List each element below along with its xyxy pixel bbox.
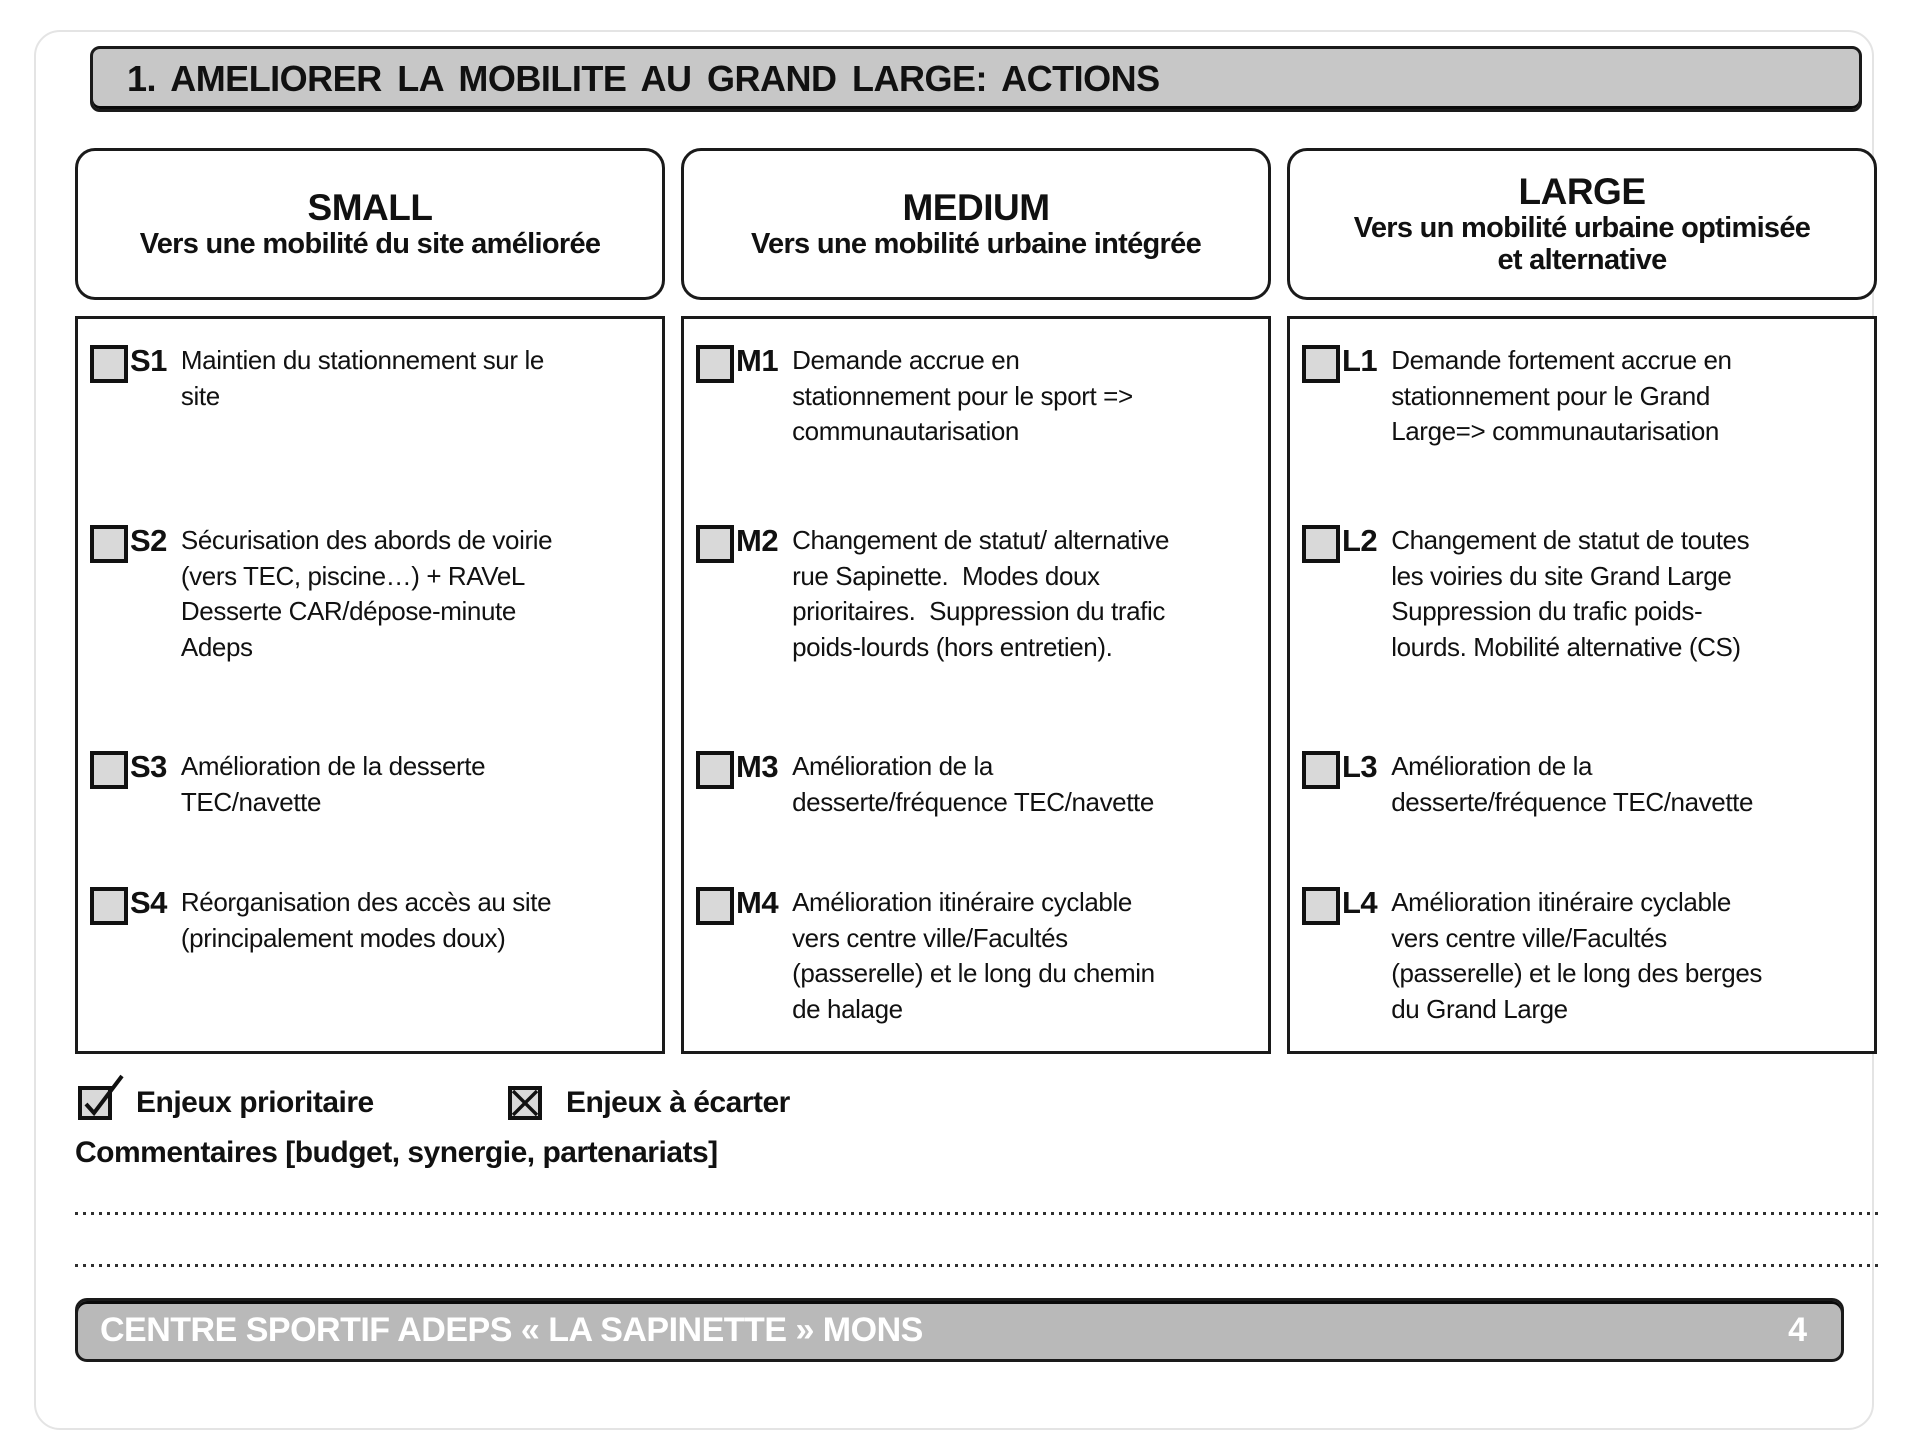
column-header-medium	[681, 148, 1271, 300]
action-text: Amélioration de la desserte TEC/navette	[180, 751, 486, 817]
column-header-large	[1287, 148, 1877, 300]
column-subtitle: Vers une mobilité du site améliorée	[139, 227, 601, 260]
action-text: Amélioration de la desserte/fréquence TEC/navette	[1391, 751, 1754, 817]
action-checkbox-L4[interactable]	[1302, 887, 1340, 925]
action-item	[1302, 885, 1866, 1027]
action-checkbox-S3[interactable]	[90, 751, 128, 789]
action-text: Changement de statut de toutes les voiries du site Grand Large Suppression du trafic poids- lourds. Mobilité alternative (CS)	[1391, 525, 1750, 662]
legend-discard	[508, 1086, 790, 1120]
action-checkbox-S4[interactable]	[90, 887, 128, 925]
comment-writing-line	[75, 1212, 1878, 1216]
action-item	[90, 343, 654, 414]
column-title: LARGE	[1518, 170, 1646, 212]
action-text: Demande fortement accrue en stationnement pour le Grand Large=> communautarisation	[1391, 345, 1732, 447]
checked-checkbox-icon	[78, 1086, 112, 1120]
action-item	[90, 523, 654, 665]
action-checkbox-M2[interactable]	[696, 525, 734, 563]
action-checkbox-L1[interactable]	[1302, 345, 1340, 383]
action-code: M1	[736, 343, 779, 378]
action-checkbox-L3[interactable]	[1302, 751, 1340, 789]
action-checkbox-M4[interactable]	[696, 887, 734, 925]
legend-discard-label: Enjeux à écarter	[566, 1086, 790, 1119]
action-text: Amélioration itinéraire cyclable vers centre ville/Facultés (passerelle) et le long des berges du Grand Large	[1391, 887, 1763, 1024]
action-code: L2	[1342, 523, 1378, 558]
comment-writing-line	[75, 1264, 1878, 1268]
action-item	[1302, 523, 1866, 665]
actions-box-large	[1287, 316, 1877, 1054]
action-item	[1302, 343, 1866, 450]
legend-priority	[78, 1086, 374, 1120]
actions-box-medium	[681, 316, 1271, 1054]
action-text: Sécurisation des abords de voirie (vers TEC, piscine…) + RAVeL Desserte CAR/dépose-minute Adeps	[180, 525, 553, 662]
action-code: M2	[736, 523, 779, 558]
action-item	[696, 749, 1260, 820]
title-bar	[90, 46, 1862, 112]
action-text: Réorganisation des accès au site (principalement modes doux)	[180, 887, 552, 953]
action-text: Amélioration itinéraire cyclable vers centre ville/Facultés (passerelle) et le long du chemin de halage	[792, 887, 1155, 1024]
action-checkbox-S1[interactable]	[90, 345, 128, 383]
action-code: S1	[130, 343, 167, 378]
action-code: L1	[1342, 343, 1378, 378]
action-code: M4	[736, 885, 779, 920]
column-subtitle: Vers un mobilité urbaine optimisée et alternative	[1353, 211, 1811, 276]
action-code: L4	[1342, 885, 1378, 920]
action-item	[90, 885, 654, 956]
actions-box-small	[75, 316, 665, 1054]
column-title: SMALL	[307, 186, 433, 228]
action-code: S3	[130, 749, 167, 784]
page-title: 1. AMELIORER LA MOBILITE AU GRAND LARGE: ACTIONS	[127, 58, 1160, 99]
page-number: 4	[1788, 1310, 1807, 1349]
action-item	[90, 749, 654, 820]
action-checkbox-M3[interactable]	[696, 751, 734, 789]
action-text: Demande accrue en stationnement pour le sport => communautarisation	[792, 345, 1133, 447]
action-item	[1302, 749, 1866, 820]
action-text: Amélioration de la desserte/fréquence TEC/navette	[792, 751, 1154, 817]
action-text: Maintien du stationnement sur le site	[180, 345, 544, 411]
action-checkbox-S2[interactable]	[90, 525, 128, 563]
column-header-small	[75, 148, 665, 300]
action-item	[696, 523, 1260, 665]
legend-priority-label: Enjeux prioritaire	[136, 1086, 374, 1119]
action-code: M3	[736, 749, 779, 784]
action-checkbox-M1[interactable]	[696, 345, 734, 383]
footer-title: CENTRE SPORTIF ADEPS « LA SAPINETTE » MONS	[100, 1310, 923, 1349]
action-checkbox-L2[interactable]	[1302, 525, 1340, 563]
action-code: L3	[1342, 749, 1378, 784]
comments-label: Commentaires [budget, synergie, partenariats]	[75, 1136, 718, 1169]
action-text: Changement de statut/ alternative rue Sapinette. Modes doux prioritaires. Suppression du trafic poids-lourds (hors entretien).	[792, 525, 1170, 662]
column-subtitle: Vers une mobilité urbaine intégrée	[751, 227, 1201, 260]
column-title: MEDIUM	[902, 186, 1050, 228]
action-code: S4	[130, 885, 167, 920]
footer-bar	[75, 1298, 1844, 1362]
action-item	[696, 885, 1260, 1027]
action-code: S2	[130, 523, 167, 558]
action-item	[696, 343, 1260, 450]
x-checkbox-icon	[508, 1086, 542, 1120]
